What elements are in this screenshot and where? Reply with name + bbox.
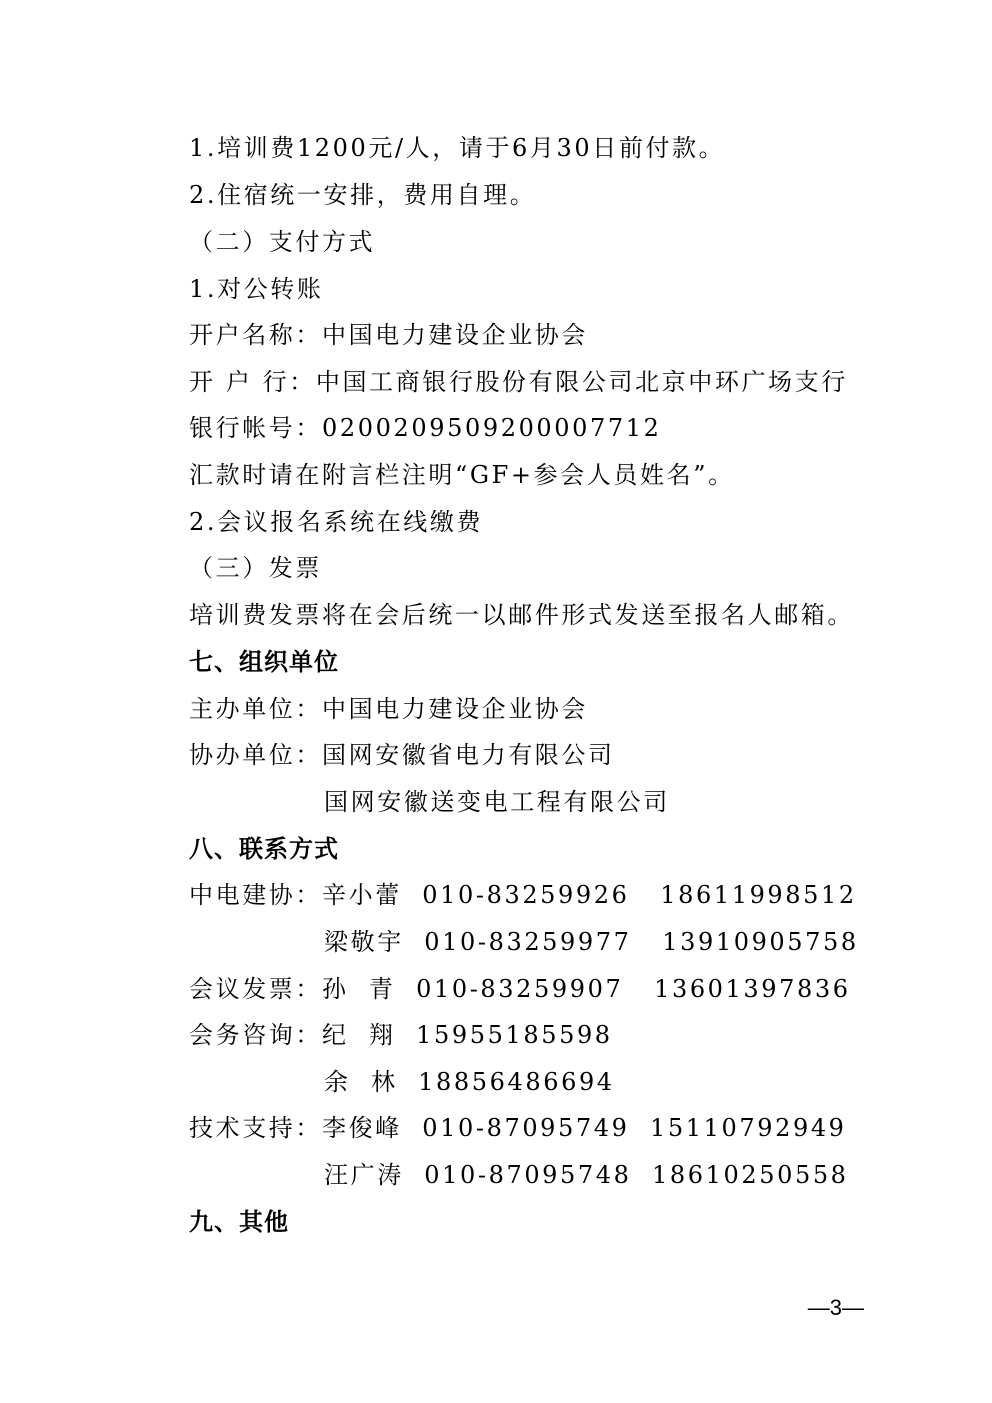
co-organizer-line-2: 国网安徽送变电工程有限公司	[324, 788, 670, 816]
contact-line: 梁敬宇 010-83259977 13910905758	[324, 928, 859, 956]
contact-section-title: 八、联系方式	[189, 834, 339, 863]
contact-line: 汪广涛 010-87095748 18610250558	[324, 1161, 849, 1189]
fee-line: 1.培训费1200元/人，请于6月30日前付款。	[189, 134, 726, 162]
invoice-heading: （三）发票	[189, 554, 322, 582]
payment-method-heading: （二）支付方式	[189, 228, 376, 256]
contact-line: 技术支持：李俊峰 010-87095749 15110792949	[189, 1114, 847, 1142]
online-payment-line: 2.会议报名系统在线缴费	[189, 508, 484, 536]
contact-line: 会议发票：孙 青 010-83259907 13601397836	[189, 975, 851, 1003]
host-organizer-line: 主办单位：中国电力建设企业协会	[189, 695, 588, 723]
contact-line: 中电建协：辛小蕾 010-83259926 18611998512	[189, 881, 857, 909]
organizer-section-title: 七、组织单位	[189, 647, 339, 676]
contact-line: 余 林 18856486694	[324, 1068, 615, 1096]
bank-transfer-line: 1.对公转账	[189, 275, 324, 303]
accommodation-line: 2.住宿统一安排，费用自理。	[189, 181, 537, 209]
remittance-note-line: 汇款时请在附言栏注明“GF+参会人员姓名”。	[189, 461, 735, 489]
invoice-line: 培训费发票将在会后统一以邮件形式发送至报名人邮箱。	[189, 601, 854, 629]
bank-branch-line: 开 户 行：中国工商银行股份有限公司北京中环广场支行	[189, 368, 848, 396]
other-section-title: 九、其他	[189, 1207, 289, 1236]
account-name-line: 开户名称：中国电力建设企业协会	[189, 321, 588, 349]
co-organizer-line-1: 协办单位：国网安徽省电力有限公司	[189, 741, 615, 769]
account-number-line: 银行帐号：0200209509200007712	[189, 414, 662, 442]
page-number: —3—	[807, 1295, 864, 1320]
contact-line: 会务咨询：纪 翔 15955185598	[189, 1021, 613, 1049]
